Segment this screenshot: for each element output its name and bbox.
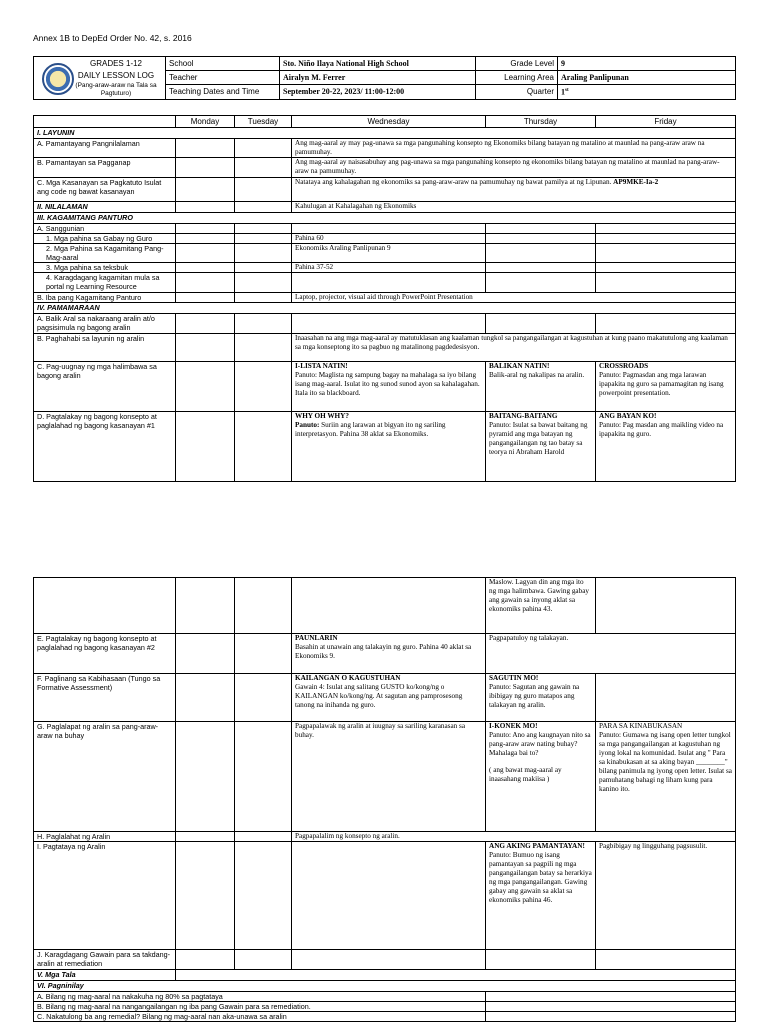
- reflection-b: B. Bilang ng mag-aaral na nangangailangan ng iba pang Gawain para sa remediation.: [34, 1002, 486, 1012]
- pag-uugnay-thursday: BALIKAN NATIN! Balik-aral ng nakalipas na aralin.: [486, 362, 596, 412]
- pagtalakay-1-thursday-continued: Maslow. Lagyan din ang mga ito ng mga halimbawa. Gawing gabay ang gawain sa inyong aklat sa ekonomiks pahina 43.: [486, 578, 596, 634]
- section-kagamitang-panturo: III. KAGAMITANG PANTURO: [34, 213, 736, 224]
- row-label-iba-pang-kagamitan: B. Iba pang Kagamitang Panturo: [34, 293, 176, 303]
- section-pagninilay: VI. Pagninilay: [34, 981, 736, 992]
- log-subtitle: (Pang-araw-araw na Tala sa Pagtuturo): [75, 81, 157, 97]
- row-label-gabay-ng-guro: 1. Mga pahina sa Gabay ng Guro: [34, 234, 176, 244]
- pagtalakay-2-wednesday: PAUNLARIN Basahin at unawain ang talakayin ng guro. Pahina 40 aklat sa Ekonomiks 9.: [292, 634, 486, 674]
- paglalapat-friday: PARA SA KINABUKASAN Panuto: Gumawa ng isang open letter tungkol sa mga pangangailangan at kagustuhan ng iyong lokal na komunidad. Isulat ang " Para sa kinabukasan at sa aking bayan ________" bilang panimula ng iyong open letter. Isulat sa pamuhatang bahagi ng liham kung para kanino ito.: [596, 722, 736, 832]
- learning-area-label: Learning Area: [476, 71, 558, 85]
- days-header-row: [34, 116, 736, 128]
- lesson-table-page1: [33, 115, 736, 482]
- pamantayan-sa-pagganap-text: Ang mag-aaral ay naisasabuhay ang pag-unawa sa mga pangunahing konsepto ng ekonomiks bilang batayan ng matalino at maunlad na pang-araw-araw na pamumuhay.: [292, 158, 736, 178]
- learning-area-value: Araling Panlipunan: [558, 71, 736, 85]
- row-label-pagtataya: I. Pagtataya ng Aralin: [34, 842, 176, 950]
- reflection-c: C. Nakatulong ba ang remedial? Bilang ng mag-aaral nan aka-unawa sa aralin: [34, 1012, 486, 1022]
- grade-level-value: 9: [558, 57, 736, 71]
- kagamitang-pang-mag-aaral-text: Ekonomiks Araling Panlipunan 9: [292, 244, 486, 263]
- paglinang-wednesday: KAILANGAN O KAGUSTUHAN Gawain 4: Isulat ang salitang GUSTO ko/kong/ng o KAILANGAN ko/kong/ng. At sagutan ang pamprosesong tanong na inihanda ng guro.: [292, 674, 486, 722]
- row-label-pagtalakay-1: D. Pagtalakay ng bagong konsepto at paglalahad ng bagong kasanayan #1: [34, 412, 176, 482]
- row-label-pagtalakay-2: E. Pagtalakay ng bagong konsepto at paglalahad ng bagong kasanayan #2: [34, 634, 176, 674]
- section-nilalaman: II. NILALAMAN: [34, 202, 176, 213]
- row-label-paglinang: F. Paglinang sa Kabihasaan (Tungo sa Formative Assessment): [34, 674, 176, 722]
- section-layunin: I. LAYUNIN: [34, 128, 736, 139]
- quarter-label: Quarter: [476, 85, 558, 100]
- row-label-teksbuk: 3. Mga pahina sa teksbuk: [34, 263, 176, 273]
- dates-label: Teaching Dates and Time: [166, 85, 280, 100]
- school-value: Sto. Niño Ilaya National High School: [280, 57, 476, 71]
- kasanayan-text: Natataya ang kahalagahan ng ekonomiks sa pang-araw-araw na pamumuhay ng bawat pamilya at ng Lipunan. AP9MKE-Ia-2: [292, 178, 736, 202]
- section-pamamaraan: IV. PAMAMARAAN: [34, 303, 736, 314]
- paglalapat-wednesday: Pagpapalawak ng aralin at iuugnay sa sariling karanasan sa buhay.: [292, 722, 486, 832]
- pagtalakay-1-wednesday: WHY OH WHY? Panuto: Suriin ang larawan at bigyan ito ng sariling interpretasyon. Pahina 38 aklat sa Ekonomiks.: [292, 412, 486, 482]
- row-label-kagamitang-pang-mag-aaral: 2. Mga Pahina sa Kagamitang Pang-Mag-aaral: [34, 244, 176, 263]
- nilalaman-text: Kahulugan at Kahalagahan ng Ekonomiks: [292, 202, 736, 213]
- pagtataya-thursday: ANG AKING PAMANTAYAN! Panuto: Bumuo ng isang pamantayan sa pagpili ng mga pangangailangan batay sa herarkiya ng mga pangangailangan. Gawing gabay ang gawain sa aklat sa ekonomiks pahina 46.: [486, 842, 596, 950]
- row-label-balik-aral: A. Balik Aral sa nakaraang aralin at/o pagsisimula ng bagong aralin: [34, 314, 176, 334]
- day-monday: Monday: [176, 116, 235, 128]
- dates-value: September 20-22, 2023/ 11:00-12:00: [280, 85, 476, 100]
- paglinang-thursday: SAGUTIN MO! Panuto: Sagutan ang gawain na ibibigay ng guro matapos ang talakayan ng aralin.: [486, 674, 596, 722]
- day-friday: Friday: [596, 116, 736, 128]
- row-label-paglalahat: H. Paglalahat ng Aralin: [34, 832, 176, 842]
- pagtalakay-1-friday: ANG BAYAN KO! Panuto: Pag masdan ang maikling video na ipapakita ng guro.: [596, 412, 736, 482]
- row-label-kasanayan: C. Mga Kasanayan sa Pagkatuto Isulat ang code ng bawat kasanayan: [34, 178, 176, 202]
- competency-code: AP9MKE-Ia-2: [613, 178, 659, 186]
- section-mga-tala: V. Mga Tala: [34, 970, 176, 981]
- row-label-karagdagang-kagamitan: 4. Karagdagang kagamitan mula sa portal ng Learning Resource: [34, 273, 176, 293]
- day-tuesday: Tuesday: [235, 116, 292, 128]
- row-label-pamantayang-pangnilalaman: A. Pamantayang Pangnilalaman: [34, 139, 176, 158]
- gabay-ng-guro-text: Pahina 60: [292, 234, 486, 244]
- school-label: School: [166, 57, 280, 71]
- lesson-table-page2: [33, 577, 736, 1022]
- pagtalakay-1-thursday: BAITANG-BAITANG Panuto: Isulat sa bawat baitang ng pyramid ang mga batayan ng pangangailangan ng tao batay sa teorya ni Abraham Harold: [486, 412, 596, 482]
- day-wednesday: Wednesday: [292, 116, 486, 128]
- row-label-pamantayan-sa-pagganap: B. Pamantayan sa Pagganap: [34, 158, 176, 178]
- blank-header: [34, 116, 176, 128]
- teacher-label: Teacher: [166, 71, 280, 85]
- reflection-a: A. Bilang ng mag-aaral na nakakuha ng 80% sa pagtataya: [34, 992, 486, 1002]
- row-label-paghahabi: B. Paghahabi sa layunin ng aralin: [34, 334, 176, 362]
- grade-level-label: Grade Level: [476, 57, 558, 71]
- paghahabi-text: Inaasahan na ang mga mag-aaral ay matutuklasan ang kaalaman tungkol sa pangangailangan at kagustuhan at kung paano makatutulong ang kaalaman sa mga konseptong ito sa pagbuo ng matalinong pagdedesisyon.: [292, 334, 736, 362]
- grades-label: GRADES 1-12: [89, 58, 143, 68]
- row-label-pag-uugnay: C. Pag-uugnay ng mga halimbawa sa bagong aralin: [34, 362, 176, 412]
- row-label-paglalapat: G. Paglalapat ng aralin sa pang-araw-araw na buhay: [34, 722, 176, 832]
- pag-uugnay-wednesday: I-LISTA NATIN! Panuto: Maglista ng sampung bagay na mahalaga sa iyo bilang isang mag-aaral. Isulat ito ng sunod sunod ayon sa kahalagahan. Itala ito sa blackboard.: [292, 362, 486, 412]
- daily-lesson-log-title: DAILY LESSON LOG: [77, 70, 155, 80]
- pagtataya-friday: Pagbibigay ng lingguhang pagsusulit.: [596, 842, 736, 950]
- day-thursday: Thursday: [486, 116, 596, 128]
- log-title-box: [34, 57, 166, 100]
- pamantayang-pangnilalaman-text: Ang mag-aaral ay may pag-unawa sa mga pangunahing konsepto ng Ekonomiks bilang batayan ng matalino at maunlad na pang-araw araw na pamumuhay.: [292, 139, 736, 158]
- annex-label: Annex 1B to DepEd Order No. 42, s. 2016: [33, 33, 192, 43]
- row-label-sanggunian: A. Sanggunian: [34, 224, 176, 234]
- header-table: [33, 56, 736, 100]
- teacher-value: Airalyn M. Ferrer: [280, 71, 476, 85]
- quarter-value: 1st: [558, 85, 736, 100]
- row-label-karagdagang-gawain: J. Karagdagang Gawain para sa takdang-aralin at remediation: [34, 950, 176, 970]
- iba-pang-kagamitan-text: Laptop, projector, visual aid through PowerPoint Presentation: [292, 293, 736, 303]
- paglalapat-thursday: I-KONEK MO! Panuto: Ano ang kaugnayan nito sa pang-araw araw nating buhay? Mahalaga bai to? ( ang bawat mag-aaral ay inaasahang makiisa ): [486, 722, 596, 832]
- pag-uugnay-friday: CROSSROADS Panuto: Pagmasdan ang mga larawan ipapakita ng guro sa pamamagitan ng isang powerpoint presentation.: [596, 362, 736, 412]
- teksbuk-text: Pahina 37-52: [292, 263, 486, 273]
- deped-seal-logo: [42, 63, 74, 95]
- pagtalakay-2-thursday: Pagpapatuloy ng talakayan.: [486, 634, 736, 674]
- paglalahat-text: Pagpapalalim ng konsepto ng aralin.: [292, 832, 736, 842]
